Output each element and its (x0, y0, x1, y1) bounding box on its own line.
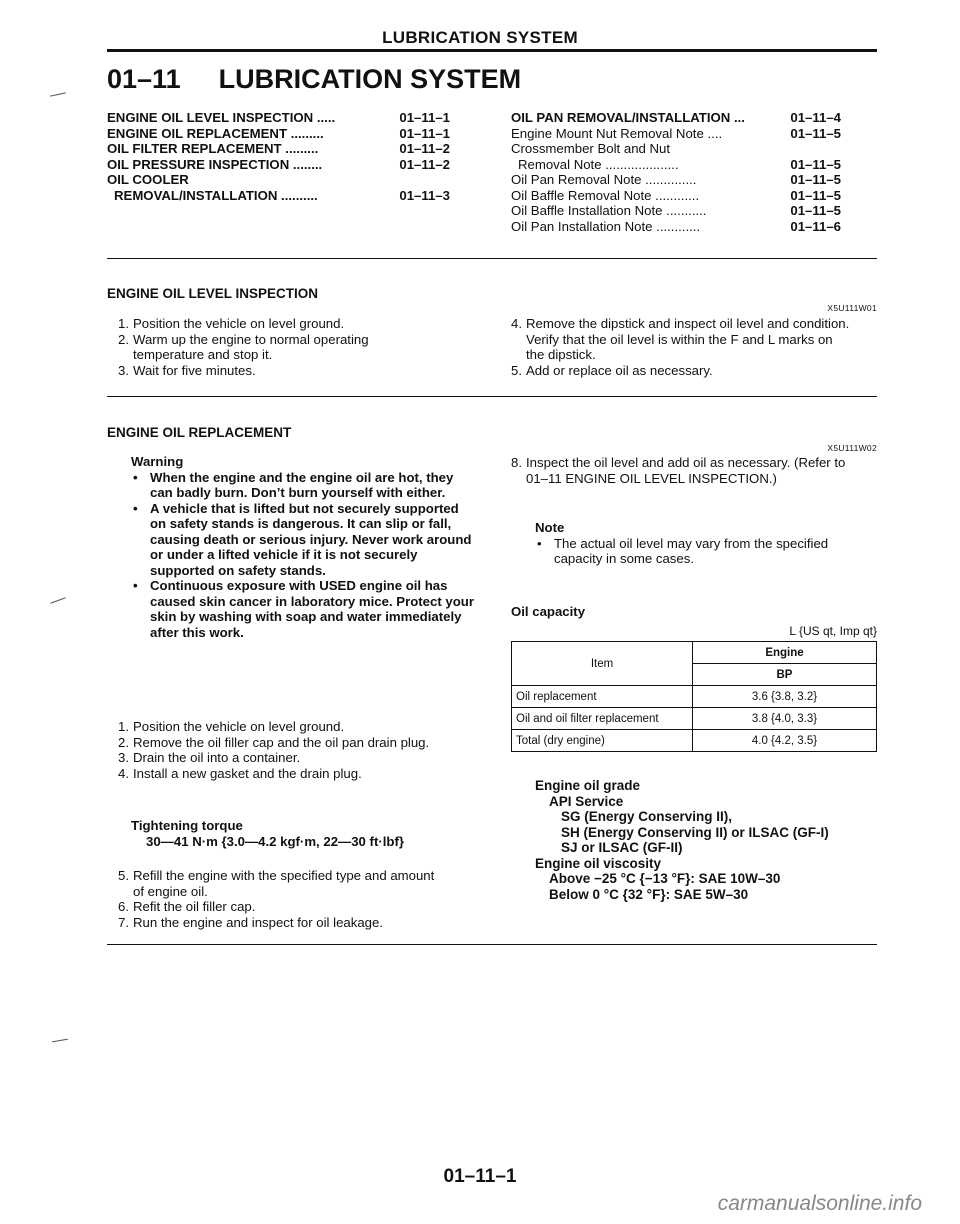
toc-leader: ......... (285, 141, 319, 156)
col-header-item: Item (512, 642, 693, 686)
step-text: Drain the oil into a container. (133, 750, 301, 765)
section-heading-level-inspection: ENGINE OIL LEVEL INSPECTION (107, 286, 319, 301)
step-text: Position the vehicle on level ground. (133, 719, 345, 734)
toc-entry (511, 157, 841, 173)
note-block: Note • The actual oil level may vary from the specified capacity in some cases. (535, 520, 835, 567)
step-text: Inspect the oil level and add oil as necessary. (Refer to 01–11 ENGINE OIL LEVEL INSPECTION.) (526, 455, 846, 486)
toc-page: 01–11–2 (399, 141, 450, 156)
toc-page: 01–11–2 (399, 156, 450, 172)
step-item (118, 363, 418, 379)
step-text: Warm up the engine to normal operating temperature and stop it. (133, 331, 369, 362)
toc-entry (511, 172, 841, 188)
toc-page: 01–11–5 (790, 203, 841, 218)
torque-title: Tightening torque (131, 818, 243, 833)
toc-label-text: ENGINE OIL REPLACEMENT (107, 125, 288, 141)
cell-value: 3.6 {3.8, 3.2} (693, 686, 877, 708)
toc-leader: ............ (655, 187, 700, 203)
replacement-steps-b (118, 868, 438, 930)
running-header: LUBRICATION SYSTEM (382, 28, 578, 47)
step-number: 2. (118, 734, 129, 750)
toc-label (107, 188, 318, 204)
toc-label (107, 157, 322, 173)
cell-item: Total (dry engine) (512, 730, 693, 752)
toc-entry (511, 126, 841, 142)
toc-label (511, 188, 699, 204)
toc-entry (107, 110, 450, 126)
warning-item (131, 470, 476, 501)
toc-label-text: Oil Pan Removal Note (511, 172, 642, 187)
viscosity-line: Below 0 °C {32 °F}: SAE 5W–30 (549, 886, 749, 902)
api-grade-line: SG (Energy Conserving II), (561, 809, 733, 824)
capacity-heading: Oil capacity (511, 604, 586, 619)
toc-leader: ........... (666, 203, 707, 218)
toc-page (837, 141, 841, 157)
warning-item (131, 578, 476, 640)
step-text: Install a new gasket and the drain plug. (133, 765, 362, 781)
step-text: Add or replace oil as necessary. (526, 362, 713, 378)
page-number: 01–11–1 (443, 1166, 517, 1187)
toc-page: 01–11–1 (399, 125, 450, 141)
toc-label (107, 141, 318, 157)
step-number: 2. (118, 331, 129, 347)
toc-page: 01–11–5 (790, 172, 841, 187)
toc-label (511, 141, 670, 157)
toc-entry (107, 188, 450, 204)
toc-leader: ........ (292, 156, 323, 172)
toc-rule (107, 258, 877, 259)
step-text: Remove the oil filler cap and the oil pan drain plug. (133, 734, 430, 750)
margin-mark (50, 92, 66, 96)
toc-entry (107, 141, 450, 157)
step-text: Remove the dipstick and inspect oil level and condition. Verify that the oil level is within the F and L marks on the dipstick. (526, 316, 850, 362)
col-header-engine: Engine (693, 642, 877, 664)
step-number: 8. (511, 455, 522, 470)
toc-label-text: Oil Baffle Removal Note (511, 187, 652, 203)
step-8 (511, 455, 851, 486)
bullet-icon: • (133, 578, 138, 593)
margin-mark (50, 597, 65, 603)
toc-leader: ......... (290, 125, 324, 141)
step-item (511, 316, 851, 363)
table-row (512, 708, 877, 730)
toc-leader: .... (707, 125, 723, 141)
toc-label (511, 219, 700, 235)
torque-block (131, 818, 404, 849)
toc-page: 01–11–5 (790, 125, 841, 141)
api-grade-line: SH (Energy Conserving II) or ILSAC (GF-I) (561, 824, 829, 840)
toc-label-text: OIL PAN REMOVAL/INSTALLATION (511, 110, 731, 125)
toc-page: 01–11–1 (399, 110, 450, 125)
capacity-unit: L {US qt, Imp qt} (789, 624, 877, 638)
toc-page: 01–11–6 (790, 218, 841, 234)
cell-value: 3.8 {4.0, 3.3} (693, 708, 877, 730)
toc-entry (107, 172, 450, 188)
toc-label (511, 110, 745, 126)
chapter-number: 01–11 (107, 64, 181, 94)
step-item (118, 899, 438, 915)
step-item (511, 363, 851, 379)
step-number: 6. (118, 899, 129, 914)
replacement-steps-a (118, 719, 458, 781)
level-steps-right (511, 316, 851, 378)
cell-item: Oil and oil filter replacement (512, 708, 693, 730)
toc-entry (511, 203, 841, 219)
note-text: The actual oil level may vary from the specified capacity in some cases. (554, 535, 829, 566)
step-number: 3. (118, 750, 129, 765)
step-number: 4. (511, 316, 522, 331)
cell-item: Oil replacement (512, 686, 693, 708)
section-code: X5U111W01 (827, 303, 877, 313)
table-row (512, 686, 877, 708)
toc-label-text: Removal Note (518, 156, 602, 172)
table-row (512, 730, 877, 752)
step-number: 3. (118, 362, 129, 378)
toc-leader: .......... (281, 187, 318, 203)
toc-label-text: Engine Mount Nut Removal Note (511, 125, 704, 141)
toc-page: 01–11–4 (790, 110, 841, 125)
toc-label-text: Oil Pan Installation Note (511, 218, 653, 234)
section-code: X5U111W02 (827, 443, 877, 453)
step-item (118, 868, 438, 899)
col-header-bp: BP (693, 664, 877, 686)
header-rule (107, 49, 877, 52)
step-item (118, 316, 418, 332)
warning-block (131, 454, 476, 640)
bullet-icon: • (133, 500, 138, 516)
step-number: 5. (511, 362, 522, 378)
toc-label (107, 172, 189, 188)
step-text: Refit the oil filler cap. (133, 899, 256, 914)
toc-label (511, 157, 679, 173)
section-rule-1 (107, 396, 877, 397)
watermark: carmanualsonline.info (717, 1192, 922, 1215)
level-steps-left (118, 316, 418, 378)
step-text: Wait for five minutes. (133, 362, 256, 378)
step-item (118, 915, 438, 931)
grade-block (535, 778, 829, 902)
toc-leader: .................... (605, 156, 679, 172)
step-number: 7. (118, 914, 129, 930)
step-item (118, 766, 458, 782)
toc-left (107, 110, 450, 203)
viscosity-heading: Engine oil viscosity (535, 855, 662, 871)
toc-entry (107, 157, 450, 173)
toc-entry (511, 110, 841, 126)
warning-text: When the engine and the engine oil are hot, they can badly burn. Don’t burn yourself with either. (150, 469, 454, 500)
step-number: 1. (118, 719, 129, 734)
step-item (118, 750, 458, 766)
step-text: Refill the engine with the specified type and amount of engine oil. (133, 868, 435, 899)
section-heading-replacement: ENGINE OIL REPLACEMENT (107, 425, 292, 440)
toc-label-text: REMOVAL/INSTALLATION (114, 187, 278, 203)
margin-mark (52, 1039, 68, 1043)
toc-label (511, 203, 706, 219)
step-text: Run the engine and inspect for oil leakage. (133, 914, 384, 930)
toc-page (446, 172, 450, 188)
section-rule-2 (107, 944, 877, 945)
capacity-table (511, 641, 877, 752)
toc-entry (511, 188, 841, 204)
api-grade-line: SJ or ILSAC (GF-II) (561, 840, 683, 855)
toc-label-text: Oil Baffle Installation Note (511, 203, 663, 218)
grade-heading: Engine oil grade (535, 778, 641, 793)
toc-page: 01–11–3 (399, 187, 450, 203)
toc-leader: ..... (316, 110, 336, 125)
toc-label-text: OIL COOLER (107, 172, 189, 187)
toc-page: 01–11–5 (790, 187, 841, 203)
step-number: 1. (118, 316, 129, 331)
cell-value: 4.0 {4.2, 3.5} (693, 730, 877, 752)
step-number: 4. (118, 765, 129, 781)
step-item (118, 719, 458, 735)
toc-right (511, 110, 841, 234)
step-item (118, 735, 458, 751)
toc-entry (511, 141, 841, 157)
warning-text: A vehicle that is lifted but not securely supported on safety stands is dangerous. It can slip or fall, causing death or serious injury. Never work around or under a lifted vehicle if it is not securely supported on safety stands. (150, 500, 472, 578)
torque-value: 30—41 N·m {3.0—4.2 kgf·m, 22—30 ft·lbf} (146, 833, 404, 849)
chapter-name: LUBRICATION SYSTEM (218, 64, 522, 94)
viscosity-line: Above −25 °C {−13 °F}: SAE 10W–30 (549, 871, 781, 886)
toc-entry (511, 219, 841, 235)
warning-title: Warning (131, 454, 184, 469)
bullet-icon: • (133, 469, 138, 485)
note-title: Note (535, 520, 565, 535)
toc-label (107, 110, 335, 126)
step-number: 5. (118, 868, 129, 883)
step-item (118, 332, 418, 363)
toc-label-text: ENGINE OIL LEVEL INSPECTION (107, 110, 314, 125)
chapter-title (107, 64, 521, 95)
api-service: API Service (549, 793, 624, 809)
toc-page: 01–11–5 (790, 156, 841, 172)
toc-label (511, 172, 696, 188)
toc-label-text: OIL FILTER REPLACEMENT (107, 141, 282, 156)
toc-label (511, 126, 722, 142)
warning-text: Continuous exposure with USED engine oil has caused skin cancer in laboratory mice. Protect your skin by washing with soap and water immediately after this work. (150, 578, 474, 640)
toc-leader: .............. (645, 172, 697, 187)
step-text: Position the vehicle on level ground. (133, 316, 345, 331)
toc-entry (107, 126, 450, 142)
warning-item (131, 501, 476, 579)
toc-leader: ............ (656, 218, 701, 234)
toc-label-text: Crossmember Bolt and Nut (511, 141, 671, 156)
toc-leader: ... (733, 110, 745, 125)
toc-label (107, 126, 324, 142)
toc-label-text: OIL PRESSURE INSPECTION (107, 156, 290, 172)
